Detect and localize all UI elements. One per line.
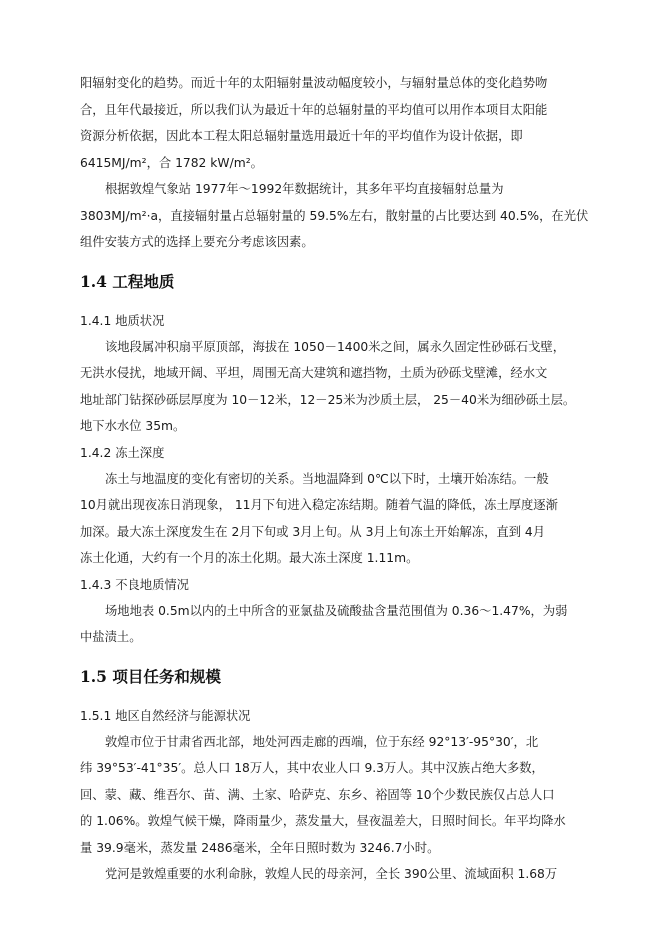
text-line: 10月就出现夜冻日消现象， 11月下旬进入稳定冻结期。随着气温的降低，冻土厚度逐渐 [80,498,558,512]
paragraph-regional-economy [80,729,600,888]
text-line: 该地段属冲积扇平原顶部，海拔在 1050－1400米之间，属永久固定性砂砾石戈壁， [105,339,565,354]
subsection-heading-1-4-3: 1.4.3 不良地质情况 [80,577,189,592]
text-line: 资源分析依据，因此本工程太阳总辐射量选用最近十年的平均值作为设计依据，即 [80,129,523,143]
text-line: 党河是敦煌重要的水利命脉，敦煌人民的母亲河，全长 390公里、流域面积 1.68万 [105,867,558,881]
text-line: 无洪水侵扰，地域开阔、平坦，周围无高大建筑和遮挡物，土质为砂砾戈壁滩，经水文 [80,366,548,380]
text-line: 地下水水位 35m。 [80,419,186,433]
text-line: 冻土与地温度的变化有密切的关系。当地温降到 0℃以下时，土壤开始冻结。一般 [105,471,549,486]
text-line: 3803MJ/m²·a，直接辐射量占总辐射量的 59.5%左右，散射量的占比要达到 40.5%，在光伏 [80,208,589,223]
text-line: 冻土化通，大约有一个月的冻土化期。最大冻土深度 1.11m。 [80,551,419,565]
subsection-heading-1-4-1: 1.4.1 地质状况 [80,313,165,328]
subsection-heading-1-5-1: 1.5.1 地区自然经济与能源状况 [80,708,251,723]
paragraph-frozen-soil [80,466,600,572]
text-line: 6415MJ/m²，合 1782 kW/m²。 [80,155,263,170]
text-line: 纬 39°53′-41°35′。总人口 18万人，其中农业人口 9.3万人。其中汉族占绝大多数， [80,761,544,775]
paragraph-radiation-trend [80,70,600,176]
text-line: 加深。最大冻土深度发生在 2月下旬或 3月上旬。从 3月上旬冻土开始解冻，直到 4月 [80,524,546,539]
text-line: 合，且年代最接近，所以我们认为最近十年的总辐射量的平均值可以用作本项目太阳能 [80,102,548,117]
text-line: 回、蒙、藏、维吾尔、苗、满、土家、哈萨克、东乡、裕固等 10个少数民族仅占总人口 [80,787,555,802]
text-line: 的 1.06%。敦煌气候干燥，降雨量少，蒸发量大，昼夜温差大，日照时间长。年平均降水 [80,814,566,828]
text-line: 场地地表 0.5m以内的土中所含的亚氯盐及硫酸盐含量范围值为 0.36～1.47%，为弱 [105,603,568,618]
text-line: 地址部门钻探砂砾层厚度为 10－12米，12－25米为沙质土层， 25－40米为细砂砾土层。 [80,392,576,407]
section-heading-1-5: 1.5 项目任务和规模 [80,666,221,686]
text-line: 阳辐射变化的趋势。而近十年的太阳辐射量波动幅度较小，与辐射量总体的变化趋势吻 [80,76,548,90]
text-line: 根据敦煌气象站 1977年～1992年数据统计，其多年平均直接辐射总量为 [105,182,504,196]
text-line: 敦煌市位于甘肃省西北部，地处河西走廊的西端，位于东经 92°13′-95°30′，北 [105,734,539,749]
section-heading-1-4: 1.4 工程地质 [80,271,175,291]
subsection-heading-1-4-2: 1.4.2 冻土深度 [80,445,165,460]
text-line: 中盐渍土。 [80,630,142,644]
paragraph-adverse-geology [80,598,600,651]
text-line: 量 39.9毫米，蒸发量 2486毫米，全年日照时数为 3246.7小时。 [80,840,440,855]
document-body [80,70,600,888]
text-line: 组件安装方式的选择上要充分考虑该因素。 [80,235,314,249]
paragraph-geology [80,334,600,440]
paragraph-direct-radiation [80,176,600,256]
